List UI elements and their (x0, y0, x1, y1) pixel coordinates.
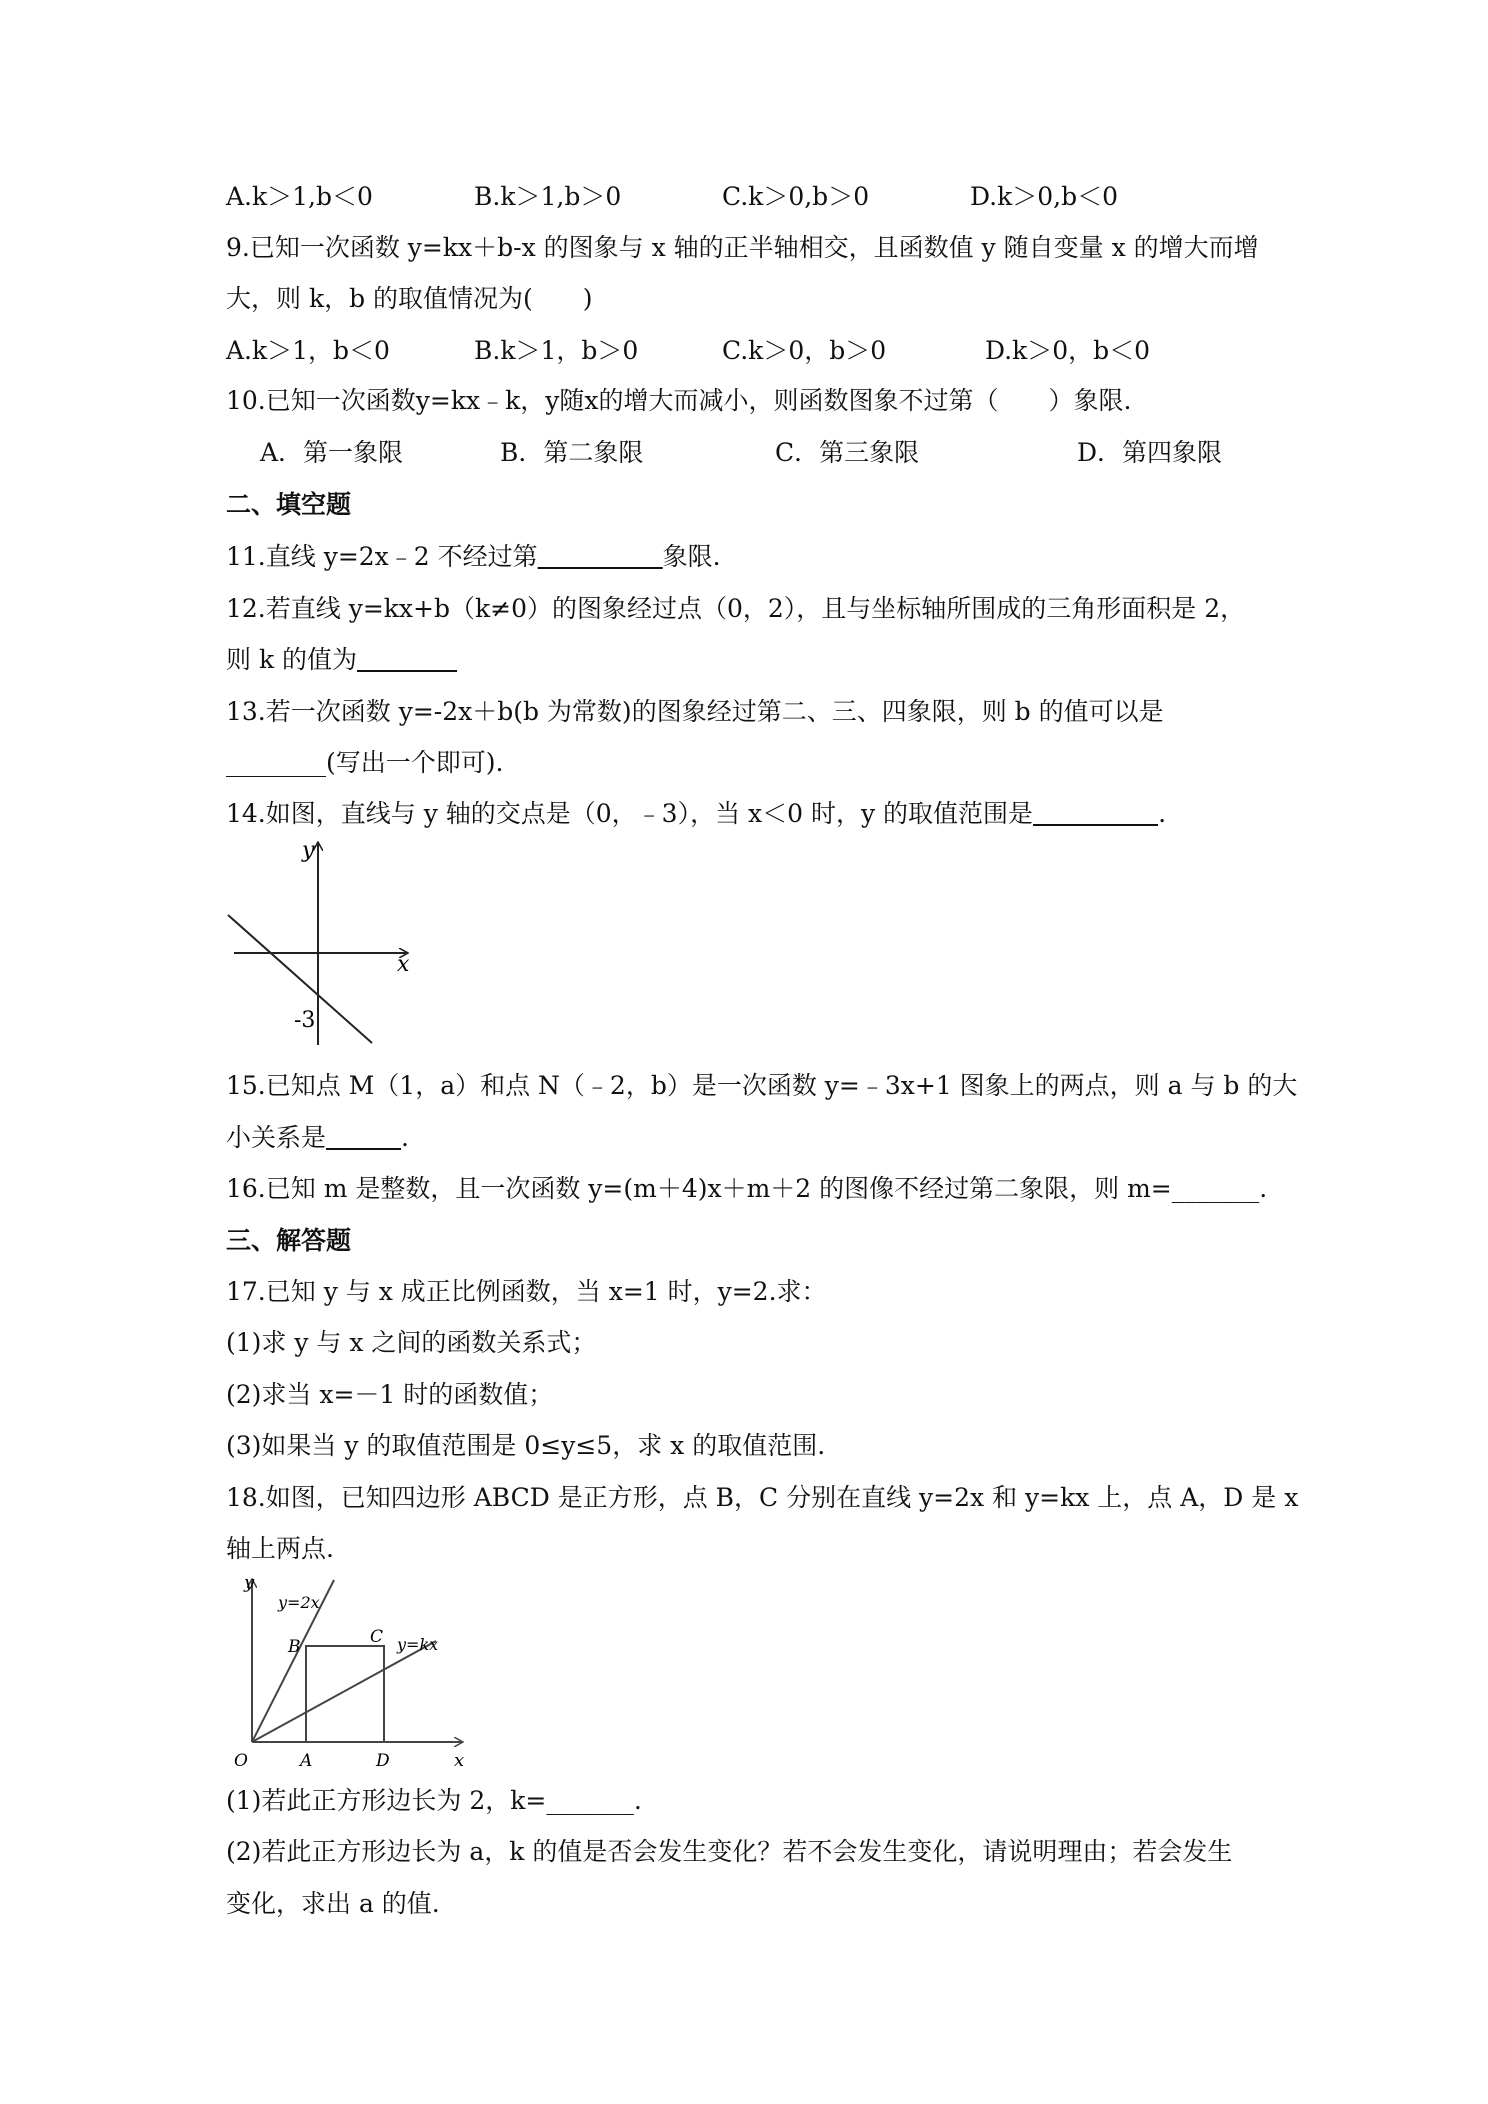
q9-line-2: 大，则 k，b 的取值情况为( ) (226, 284, 593, 313)
q15-line-1: 15.已知点 M（1，a）和点 N（﹣2，b）是一次函数 y=﹣3x+1 图象上的两点，则 a 与 b 的大 (226, 1071, 1298, 1100)
q18-line-5: 变化，求出 a 的值. (226, 1889, 440, 1918)
q17-line-4: (3)如果当 y 的取值范围是 0≤y≤5，求 x 的取值范围. (226, 1431, 826, 1460)
q14-line (226, 797, 1166, 831)
section-heading-solution: 三、解答题 (226, 1226, 352, 1255)
q13-line-2: ________(写出一个即可). (226, 748, 504, 777)
q10-option-a: A．第一象限 (260, 438, 404, 467)
q15-answer-blank[interactable] (326, 1123, 401, 1152)
q9-option-b: B.k＞1，b＞0 (474, 336, 639, 365)
q11-answer-blank[interactable] (538, 542, 663, 571)
q8-option-b: B.k＞1,b＞0 (474, 182, 622, 211)
q14-intercept-label: -3 (294, 1008, 316, 1033)
q12-line-2 (226, 643, 457, 677)
q18-line-3: (1)若此正方形边长为 2，k=_______. (226, 1786, 642, 1815)
q9-option-d: D.k＞0，b＜0 (985, 336, 1151, 365)
q11-text-end: 象限. (662, 542, 721, 571)
q17-line-3: (2)求当 x=－1 时的函数值； (226, 1380, 554, 1409)
q18-x-label: x (454, 1750, 465, 1771)
q18-point-a-label: A (300, 1751, 313, 1771)
q15-text-end: . (401, 1123, 409, 1152)
q18-line1-label: y=2x (278, 1593, 320, 1612)
q18-point-b-label: B (288, 1637, 301, 1657)
section-heading-fill-in: 二、填空题 (226, 490, 352, 519)
q18-square-abcd (306, 1646, 384, 1742)
q18-figure (222, 1570, 472, 1775)
q9-option-c: C.k＞0，b＞0 (722, 336, 887, 365)
q18-line-2: 轴上两点. (226, 1534, 334, 1563)
q12-text: 则 k 的值为 (226, 645, 358, 674)
q9-line-1: 9.已知一次函数 y=kx＋b-x 的图象与 x 轴的正半轴相交，且函数值 y 随自变量 x 的增大而增 (226, 233, 1259, 262)
q13-line-1: 13.若一次函数 y=-2x＋b(b 为常数)的图象经过第二、三、四象限，则 b 的值可以是 (226, 697, 1164, 726)
q18-line2-label: y=kx (397, 1635, 439, 1654)
q17-line-1: 17.已知 y 与 x 成正比例函数，当 x=1 时，y=2.求： (226, 1277, 827, 1306)
q11-text: 11.直线 y=2x﹣2 不经过第 (226, 542, 538, 571)
q10-option-d: D．第四象限 (1077, 438, 1223, 467)
q11-line (226, 540, 721, 574)
q14-text: 14.如图，直线与 y 轴的交点是（0，﹣3），当 x＜0 时，y 的取值范围是 (226, 799, 1034, 828)
q10-option-c: C．第三象限 (775, 438, 920, 467)
q18-point-d-label: D (376, 1751, 390, 1771)
q9-option-a: A.k＞1，b＜0 (226, 336, 390, 365)
q10-option-b: B．第二象限 (500, 438, 644, 467)
q18-line-4: (2)若此正方形边长为 a，k 的值是否会发生变化？若不会发生变化，请说明理由；若会发生 (226, 1837, 1233, 1866)
q14-y-label: y (302, 838, 315, 863)
q14-text-end: . (1158, 799, 1167, 828)
q15-text: 小关系是 (226, 1123, 327, 1152)
q8-option-a: A.k＞1,b＜0 (226, 182, 373, 211)
q8-option-d: D.k＞0,b＜0 (970, 182, 1119, 211)
q18-line-ykx (252, 1641, 436, 1742)
q12-answer-blank[interactable] (357, 645, 457, 674)
q17-line-2: (1)求 y 与 x 之间的函数关系式； (226, 1328, 597, 1357)
q14-answer-blank[interactable] (1033, 799, 1158, 828)
q16-line-1: 16.已知 m 是整数，且一次函数 y=(m＋4)x＋m＋2 的图像不经过第二象限，则 m=_______. (226, 1174, 1268, 1203)
q18-point-c-label: C (370, 1627, 384, 1647)
q12-line-1: 12.若直线 y=kx+b（k≠0）的图象经过点（0，2），且与坐标轴所围成的三角形面积是 2， (226, 594, 1246, 623)
q18-line-1: 18.如图，已知四边形 ABCD 是正方形，点 B，C 分别在直线 y=2x 和 y=kx 上，点 A，D 是 x (226, 1483, 1299, 1512)
q18-y-label: y (244, 1572, 255, 1593)
q15-line-2 (226, 1121, 409, 1155)
q14-x-label: x (397, 952, 410, 977)
q10-line-1: 10.已知一次函数y=kx﹣k，y随x的增大而减小，则函数图象不过第（ ）象限. (226, 386, 1132, 415)
q8-option-c: C.k＞0,b＞0 (722, 182, 870, 211)
q14-figure (222, 835, 422, 1050)
q18-point-o-label: O (234, 1751, 248, 1771)
